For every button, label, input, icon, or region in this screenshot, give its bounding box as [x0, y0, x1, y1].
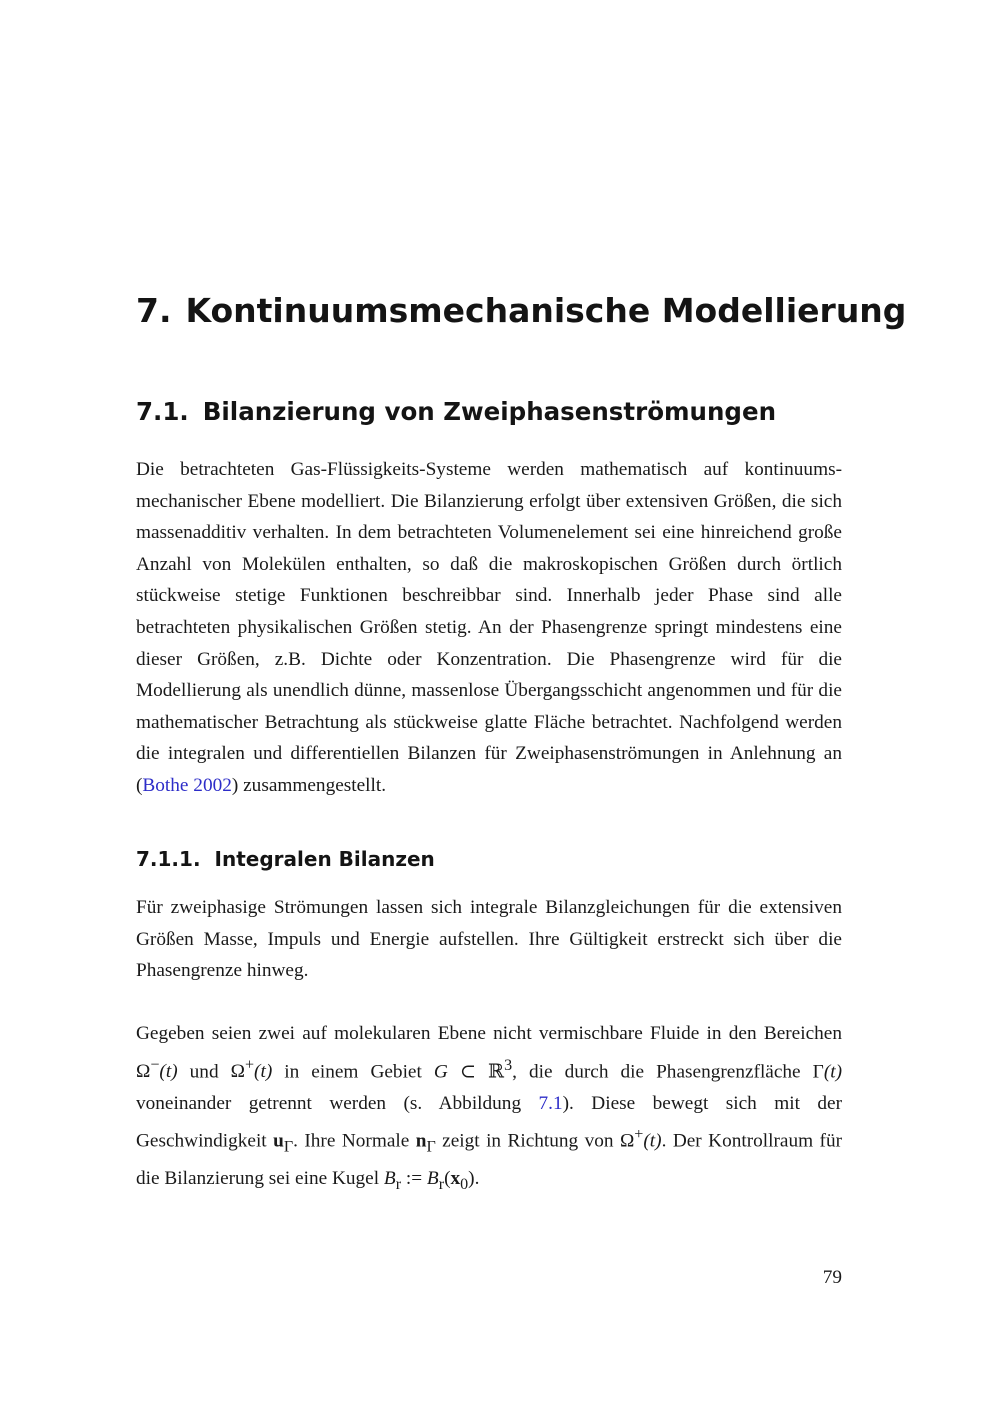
paragraph-intro	[136, 454, 842, 802]
text: , die durch die Phasengrenzfläche	[512, 1061, 813, 1083]
subsection-title: Integralen Bilanzen	[214, 847, 435, 871]
citation-link[interactable]: Bothe 2002	[142, 774, 232, 796]
superscript-minus: −	[150, 1056, 160, 1074]
text: und	[177, 1061, 231, 1083]
math-t: (t)	[643, 1130, 662, 1152]
math-assign: :=	[401, 1168, 427, 1190]
text: ).	[468, 1168, 480, 1190]
paragraph-integral-text: Für zweiphasige Strömungen lassen sich integrale Bilanzgleichungen für die extensiven Größen Masse, Impuls und Energie aufstellen. Ihre Gültigkeit erstreckt sich über die Phasengrenze hinweg.	[136, 897, 842, 982]
text: zeigt in Richtung von	[435, 1130, 620, 1152]
math-omega-minus	[136, 1056, 178, 1083]
section-title: Bilanzierung von Zweiphasenströmungen	[202, 397, 777, 426]
section-number: 7.1.	[136, 397, 189, 426]
text: . Ihre Normale	[293, 1130, 416, 1152]
chapter-heading	[136, 288, 907, 334]
math-t: (t)	[159, 1061, 178, 1083]
paren: (	[444, 1168, 451, 1190]
math-B: B	[383, 1168, 396, 1190]
section-heading	[136, 393, 866, 431]
math-n: n	[415, 1130, 427, 1152]
subsection-number: 7.1.1.	[136, 847, 201, 871]
math-t: (t)	[254, 1061, 273, 1083]
superscript-plus: +	[634, 1126, 644, 1144]
superscript-3: 3	[504, 1056, 513, 1074]
math-x: x	[450, 1168, 461, 1190]
page-number: 79	[822, 1267, 842, 1288]
subsection-heading	[136, 843, 866, 875]
math-t: (t)	[823, 1061, 843, 1083]
subscript-gamma: Γ	[426, 1138, 436, 1156]
text: Gegeben seien zwei auf molekularen Ebene nicht vermischbare Fluide in den Bereichen	[136, 1023, 842, 1044]
omega-symbol: Ω	[619, 1130, 635, 1152]
superscript-plus: +	[244, 1056, 255, 1074]
paragraph-intro-text: Die betrachteten Gas-Flüssigkeits-Systeme werden mathematisch auf kontinuumsmechanischer Ebene modelliert. Die Bilanzierung erfolgt über extensiven Größen, die sich massenadditiv verhalten. In dem betrachteten Volumenelement sei eine hinreichend große Anzahl von Molekülen enthalten, so daß die makroskopischen Größen durch örtlich stückweise stetige Funktionen beschreibbar sind. Innerhalb jeder Phase sind alle betrachteten physikalischen Größen stetig. An der Phasengrenze springt mindestens eine dieser Größen, z.B. Dichte oder Konzentration. Die Phasengrenze wird für die Modellierung als unendlich dünne, massenlose Übergangsschicht angenommen und für die mathematischer Betrachtung als stückweise glatte Fläche betrachtet. Nachfolgend werden die integralen und differentiellen Bilanzen für Zweiphasenströmungen in Anlehnung an (	[136, 459, 842, 796]
math-B: B	[426, 1168, 439, 1190]
chapter-number: 7.	[136, 291, 172, 330]
text: voneinander getrennt werden (s. Abbildung	[136, 1092, 539, 1114]
figure-link[interactable]: 7.1	[538, 1092, 563, 1114]
text: . Der Kontrollraum für die Bilanzierung sei eine Kugel	[136, 1130, 843, 1190]
math-u: u	[273, 1130, 284, 1152]
omega-symbol: Ω	[136, 1061, 151, 1083]
paragraph-integral	[136, 892, 842, 987]
paragraph-setup	[136, 1018, 842, 1201]
text: ). Diese bewegt sich mit der Geschwindigkeit	[136, 1092, 842, 1152]
omega-symbol: Ω	[230, 1061, 245, 1083]
subscript-0: 0	[460, 1175, 469, 1193]
paragraph-intro-text-end: ) zusammengestellt.	[231, 774, 387, 796]
chapter-title: Kontinuumsmechanische Modellierung	[185, 291, 907, 330]
math-subset-R: ⊂ ℝ	[447, 1061, 505, 1083]
subscript-r: r	[438, 1175, 445, 1193]
subscript-gamma: Γ	[283, 1138, 294, 1156]
math-gamma: Γ	[812, 1061, 824, 1083]
math-G: G	[433, 1061, 448, 1083]
math-omega-plus	[230, 1056, 273, 1083]
subscript-r: r	[395, 1175, 402, 1193]
text: in einem Gebiet	[272, 1061, 434, 1083]
